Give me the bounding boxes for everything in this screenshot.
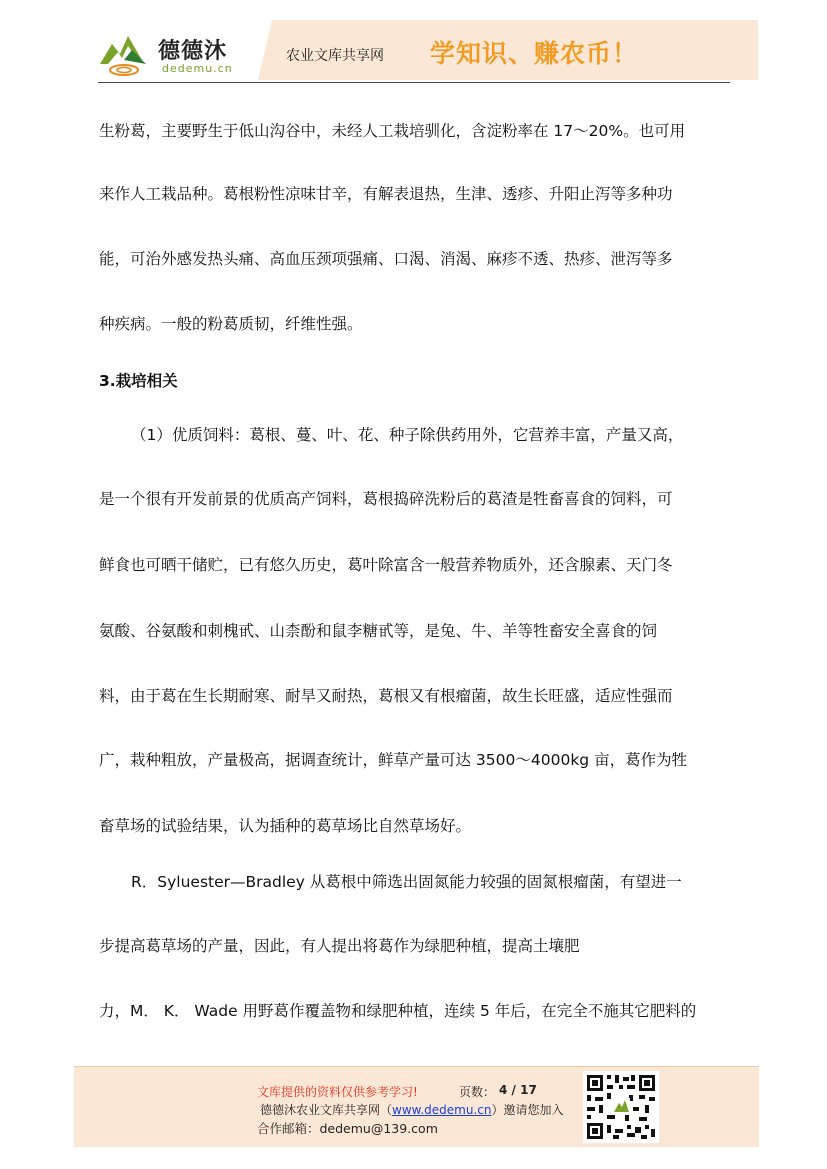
site-logo[interactable] [98, 28, 258, 80]
text-line: 氨酸、谷氨酸和刺槐甙、山柰酚和鼠李糖甙等，是兔、牛、羊等牲畜安全喜食的饲 [99, 622, 658, 640]
header-divider [98, 82, 730, 83]
footer-notice: 文库提供的资料仅供参考学习! [257, 1085, 418, 1099]
text-line: （1）优质饲料：葛根、蔓、叶、花、种子除供药用外，它营养丰富，产量又高， [131, 426, 684, 444]
text-line: 鲜食也可晒干储贮，已有悠久历史，葛叶除富含一般营养物质外，还含腺素、天门冬 [99, 556, 673, 574]
qr-code-icon [583, 1071, 659, 1143]
site-name: 农业文库共享网 [286, 48, 384, 64]
text-line: 生粉葛，主要野生于低山沟谷中，未经人工栽培驯化，含淀粉率在 17～20%。也可用 [99, 122, 686, 140]
slogan: 学知识、赚农币！ [430, 39, 639, 68]
text-line: 步提高葛草场的产量，因此，有人提出将葛作为绿肥种植，提高土壤肥 [99, 937, 580, 955]
contact-email: 合作邮箱：dedemu@139.com [257, 1121, 438, 1136]
text-line: 种疾病。一般的粉葛质韧，纤维性强。 [99, 315, 363, 333]
text-line: 来作人工栽品种。葛根粉性凉味甘辛，有解表退热，生津、透疹、升阳止泻等多种功 [99, 185, 673, 203]
text-line: 广，栽种粗放，产量极高，据调查统计，鲜草产量可达 3500～4000kg 亩，葛作为牲 [99, 751, 688, 769]
page-count-label: 页数： [459, 1085, 496, 1099]
invite-prefix: 德德沐农业文库共享网（ [260, 1103, 393, 1117]
page-count: 4 / 17 [499, 1083, 537, 1097]
text-line: 能，可治外感发热头痛、高血压颈项强痛、口渴、消渴、麻疹不透、热疹、泄泻等多 [99, 250, 673, 268]
text-line: 是一个很有开发前景的优质高产饲料，葛根捣碎洗粉后的葛渣是牲畜喜食的饲料，可 [99, 490, 673, 508]
brand-name-cn: 德德沐 [158, 38, 228, 64]
text-line: 料，由于葛在生长期耐寒、耐旱又耐热，葛根又有根瘤菌，故生长旺盛，适应性强而 [99, 687, 673, 705]
page-footer [74, 1066, 759, 1147]
site-link[interactable]: www.dedemu.cn [392, 1103, 492, 1117]
page-header [98, 20, 758, 82]
text-line: R．Syluester—Bradley 从葛根中筛选出固氮能力较强的固氮根瘤菌，有望进一 [131, 873, 682, 891]
invite-suffix: ）邀请您加入 [491, 1103, 564, 1117]
brand-name-en: dedemu.cn [162, 62, 233, 75]
footer-invite [260, 1101, 564, 1118]
text-line: 畜草场的试验结果，认为插种的葛草场比自然草场好。 [99, 817, 472, 835]
section-heading: 3.栽培相关 [99, 372, 178, 390]
mountain-logo-icon [98, 30, 156, 78]
text-line: 力，M． K． Wade 用野葛作覆盖物和绿肥种植，连续 5 年后，在完全不施其它肥料的 [99, 1002, 697, 1020]
